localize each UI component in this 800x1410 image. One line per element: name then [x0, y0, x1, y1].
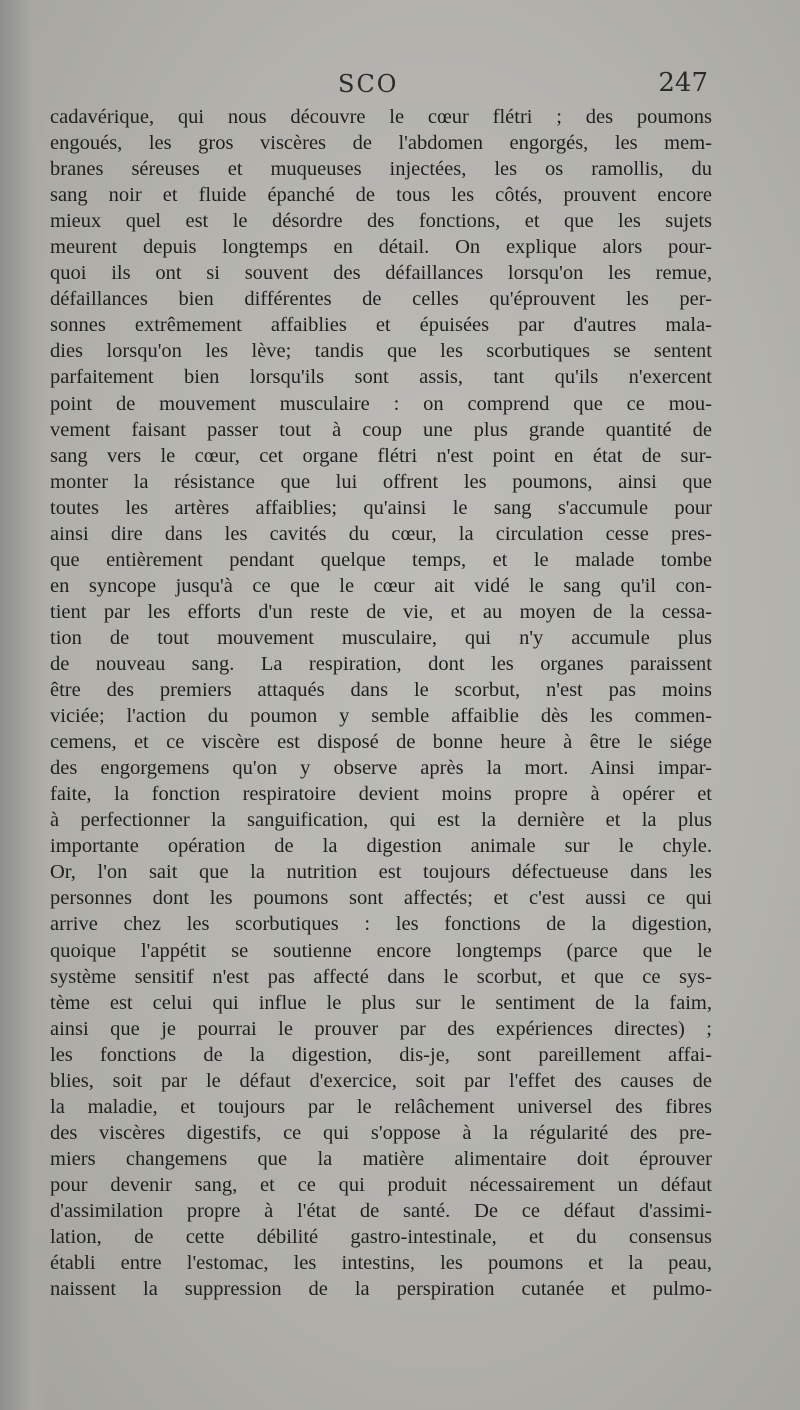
text-line: de nouveau sang. La respiration, dont les organes paraissent — [50, 652, 712, 675]
text-line: la maladie, et toujours par le relâchement universel des fibres — [50, 1095, 712, 1118]
text-line: quoique l'appétit se soutienne encore longtemps (parce que le — [50, 939, 712, 962]
text-line: viciée; l'action du poumon y semble affaiblie dès les commen- — [50, 705, 712, 728]
text-line: d'assimilation propre à l'état de santé. De ce défaut d'assimi- — [50, 1199, 712, 1222]
text-line: tient par les efforts d'un reste de vie, et au moyen de la cessa- — [50, 600, 712, 623]
text-line: engoués, les gros viscères de l'abdomen engorgés, les mem- — [50, 132, 712, 155]
text-line: blies, soit par le défaut d'exercice, soit par l'effet des causes de — [50, 1069, 712, 1092]
text-line: meurent depuis longtemps en détail. On explique alors pour- — [50, 236, 712, 259]
text-line: monter la résistance que lui offrent les poumons, ainsi que — [50, 470, 712, 493]
text-line: sang vers le cœur, cet organe flétri n'est point en état de sur- — [50, 444, 712, 467]
text-line: sonnes extrêmement affaiblies et épuisées par d'autres mala- — [50, 314, 712, 337]
text-line: cemens, et ce viscère est disposé de bonne heure à être le siége — [50, 731, 712, 754]
text-line: naissent la suppression de la perspiration cutanée et pulmo- — [50, 1278, 712, 1301]
text-line: des viscères digestifs, ce qui s'oppose à la régularité des pre- — [50, 1121, 712, 1144]
text-line: lation, de cette débilité gastro-intestinale, et du consensus — [50, 1226, 712, 1249]
text-line: cadavérique, qui nous découvre le cœur flétri ; des poumons — [50, 106, 712, 128]
text-line: ainsi dire dans les cavités du cœur, la circulation cesse pres- — [50, 522, 712, 545]
running-head: SCO — [338, 70, 399, 98]
text-line: en syncope jusqu'à ce que le cœur ait vidé le sang qu'il con- — [50, 574, 712, 597]
text-line: parfaitement bien lorsqu'ils sont assis, tant qu'ils n'exercent — [50, 366, 712, 389]
page-number: 247 — [658, 68, 708, 98]
text-line: des engorgemens qu'on y observe après la mort. Ainsi impar- — [50, 757, 712, 780]
text-line: tion de tout mouvement musculaire, qui n'y accumule plus — [50, 626, 712, 649]
text-line: importante opération de la digestion animale sur le chyle. — [50, 835, 712, 858]
text-line: établi entre l'estomac, les intestins, les poumons et la peau, — [50, 1252, 712, 1275]
text-line: dies lorsqu'on les lève; tandis que les scorbutiques se sentent — [50, 340, 712, 363]
page-header — [48, 66, 712, 106]
text-line: les fonctions de la digestion, dis-je, sont pareillement affai- — [50, 1043, 712, 1066]
text-line: ainsi que je pourrai le prouver par des expériences directes) ; — [50, 1017, 712, 1040]
text-line: pour devenir sang, et ce qui produit nécessairement un défaut — [50, 1173, 712, 1196]
text-line: mieux quel est le désordre des fonctions, et que les sujets — [50, 210, 712, 233]
text-line: vement faisant passer tout à coup une plus grande quantité de — [50, 418, 712, 441]
text-line: quoi ils ont si souvent des défaillances lorsqu'on les remue, — [50, 262, 712, 285]
text-line: que entièrement pendant quelque temps, et le malade tombe — [50, 548, 712, 571]
gutter-shadow — [0, 0, 48, 1410]
text-line: faite, la fonction respiratoire devient moins propre à opérer et — [50, 783, 712, 806]
text-line: point de mouvement musculaire : on comprend que ce mou- — [50, 392, 712, 415]
body-text — [50, 104, 712, 1302]
text-line: être des premiers attaqués dans le scorbut, n'est pas moins — [50, 679, 712, 702]
text-line: personnes dont les poumons sont affectés; et c'est aussi ce qui — [50, 887, 712, 910]
text-line: à perfectionner la sanguification, qui est la dernière et la plus — [50, 809, 712, 832]
text-line: toutes les artères affaiblies; qu'ainsi le sang s'accumule pour — [50, 496, 712, 519]
text-line: défaillances bien différentes de celles qu'éprouvent les per- — [50, 288, 712, 311]
text-line: tème est celui qui influe le plus sur le sentiment de la faim, — [50, 991, 712, 1014]
text-line: sang noir et fluide épanché de tous les côtés, prouvent encore — [50, 184, 712, 207]
text-line: Or, l'on sait que la nutrition est toujours défectueuse dans les — [50, 861, 712, 884]
text-line: système sensitif n'est pas affecté dans le scorbut, et que ce sys- — [50, 965, 712, 988]
text-line: arrive chez les scorbutiques : les fonctions de la digestion, — [50, 913, 712, 936]
text-line: branes séreuses et muqueuses injectées, les os ramollis, du — [50, 158, 712, 181]
text-line: miers changemens que la matière alimentaire doit éprouver — [50, 1147, 712, 1170]
